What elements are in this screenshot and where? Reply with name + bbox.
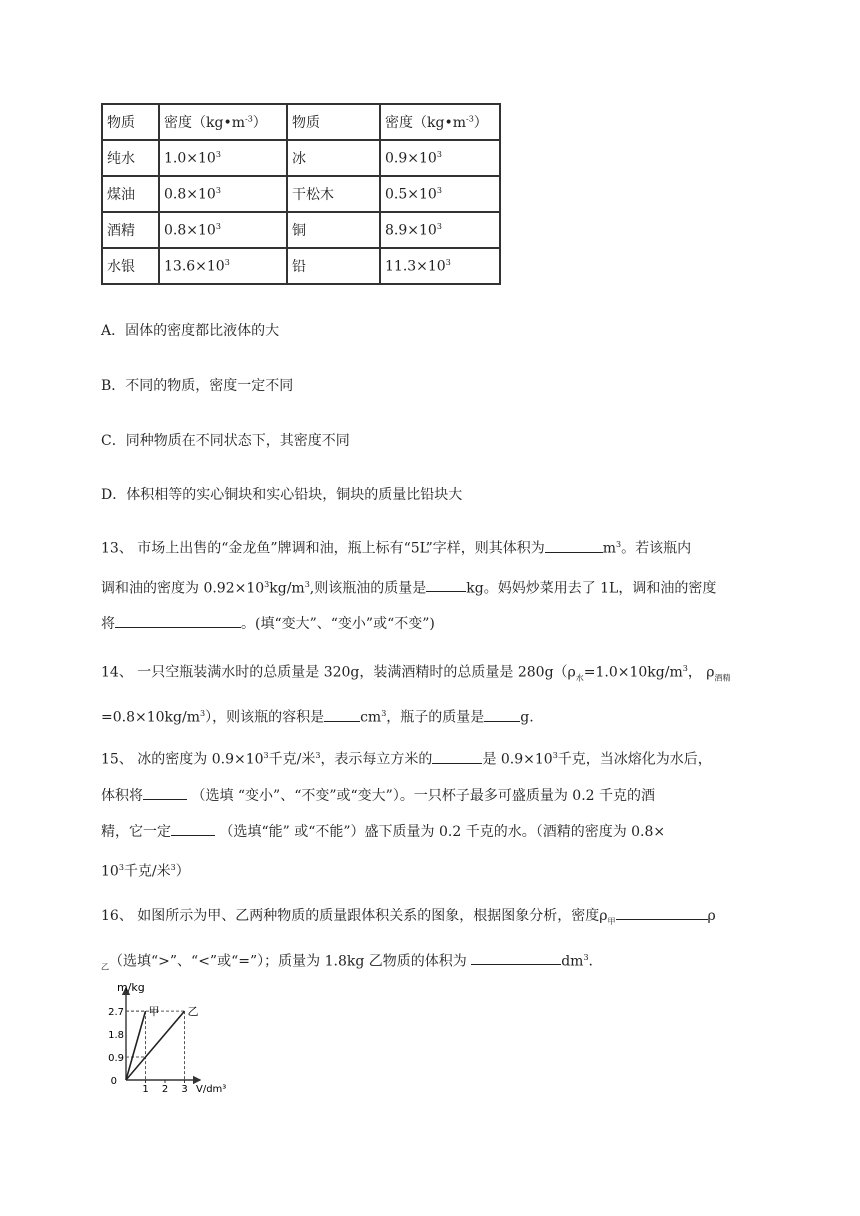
question-16: 16、 如图所示为甲、乙两种物质的质量跟体积关系的图象，根据图象分析，密度$\rho_甲$ ρ $_乙$（选填“>”、“<”或“=”）；质量为 1.8kg 乙物质的体积为 $dm^3$. (101, 898, 761, 985)
table-cell: $11.3\times 10^3$ (380, 248, 500, 284)
series-label: 乙 (187, 1005, 199, 1019)
x-tick-label: 1 (142, 1084, 149, 1094)
table-cell: $0.9\times 10^3$ (380, 140, 500, 176)
series-label: 甲 (148, 1005, 160, 1019)
density-table (101, 103, 501, 285)
answer-blank[interactable] (484, 707, 520, 722)
table-cell: 酒精 (102, 212, 159, 248)
y-tick-label: 0 (110, 1076, 117, 1087)
table-cell: $0.5\times 10^3$ (380, 176, 500, 212)
mass-volume-chart (108, 982, 248, 1094)
y-axis-label: m/kg (117, 982, 145, 994)
table-cell: $13.6\times 10^3$ (159, 248, 287, 284)
table-cell: 冰 (287, 140, 380, 176)
table-row (102, 176, 500, 212)
x-tick-label: 3 (181, 1084, 188, 1094)
question-15: 15、 冰的密度为 $0.9\times 10^3$千克/米$^3$，表示每立方米的 是 $0.9\times 10^3$千克，当冰熔化为水后， 体积将 （选填 “变小”、“不变”或“变大”）。一只杯子最多可盛质量为 0.2 千克的酒 精，它一定 （选填“能” 或“不能”）盛下质量为 0.2 千克的水。（酒精的密度为 0.8× $10^3$千克/米$^3$） (101, 738, 761, 889)
y-tick-label: 2.7 (108, 1007, 124, 1019)
answer-blank[interactable] (471, 950, 561, 965)
header-cell: 物质 (102, 104, 159, 140)
y-tick-label: 0.9 (108, 1053, 124, 1065)
header-cell: 物质 (287, 104, 380, 140)
table-cell: 铜 (287, 212, 380, 248)
table-header-row (102, 104, 500, 140)
table-cell: 水银 (102, 248, 159, 284)
header-cell: 密度$(kg•m^{-3})$ (159, 104, 287, 140)
answer-blank[interactable] (545, 538, 603, 553)
chart-ticks (108, 1007, 188, 1094)
answer-blank[interactable] (616, 905, 708, 920)
answer-blank[interactable] (143, 785, 187, 800)
answer-blank[interactable] (432, 749, 482, 764)
x-tick-label: 2 (161, 1084, 169, 1094)
table-cell: 纯水 (102, 140, 159, 176)
table-cell: $0.8\times 10^3$ (159, 212, 287, 248)
option-c: C．同种物质在不同状态下，其密度不同 (101, 433, 350, 449)
answer-blank[interactable] (171, 821, 215, 836)
table-cell: $8.9\times 10^3$ (380, 212, 500, 248)
x-axis-label: V/dm³ (196, 1084, 227, 1094)
option-a: A．固体的密度都比液体的大 (101, 323, 280, 339)
answer-blank[interactable] (115, 613, 241, 628)
option-b: B．不同的物质，密度一定不同 (101, 378, 294, 394)
answer-blank[interactable] (426, 577, 466, 592)
table-cell: $1.0\times 10^3$ (159, 140, 287, 176)
question-14: 14、 一只空瓶装满水时的总质量是 320g，装满酒精时的总质量是 $280g(\rho_水=1.0\times 10kg/m^3$， $\rho_{酒精}$ $=0.8\times 10kg/m^3$），则该瓶的容积是 $cm^3$，瓶子的质量是 g. (101, 664, 731, 727)
answer-blank[interactable] (324, 707, 360, 722)
table-cell: 铅 (287, 248, 380, 284)
chart-series (126, 1005, 199, 1080)
y-tick-label: 1.8 (108, 1030, 124, 1042)
table-cell: $0.8\times 10^3$ (159, 176, 287, 212)
table-row (102, 212, 500, 248)
table-cell: 煤油 (102, 176, 159, 212)
table-cell: 干松木 (287, 176, 380, 212)
table-row (102, 140, 500, 176)
option-d: D．体积相等的实心铜块和实心铅块，铜块的质量比铅块大 (101, 487, 463, 503)
question-13: 13、 市场上出售的“金龙鱼”牌调和油，瓶上标有“5L”字样，则其体积为 $m^3$。若该瓶内 调和油的密度为 $0.92\times 10^3kg/m^3$,则该瓶油的质量是 kg。妈妈炒菜用去了 1L，调和油的密度 将 。(填“变大”、“变小”或“不变”) (101, 527, 761, 642)
series-line (126, 1011, 185, 1080)
table-row (102, 248, 500, 284)
header-cell: 密度$(kg•m^{-3})$ (380, 104, 500, 140)
